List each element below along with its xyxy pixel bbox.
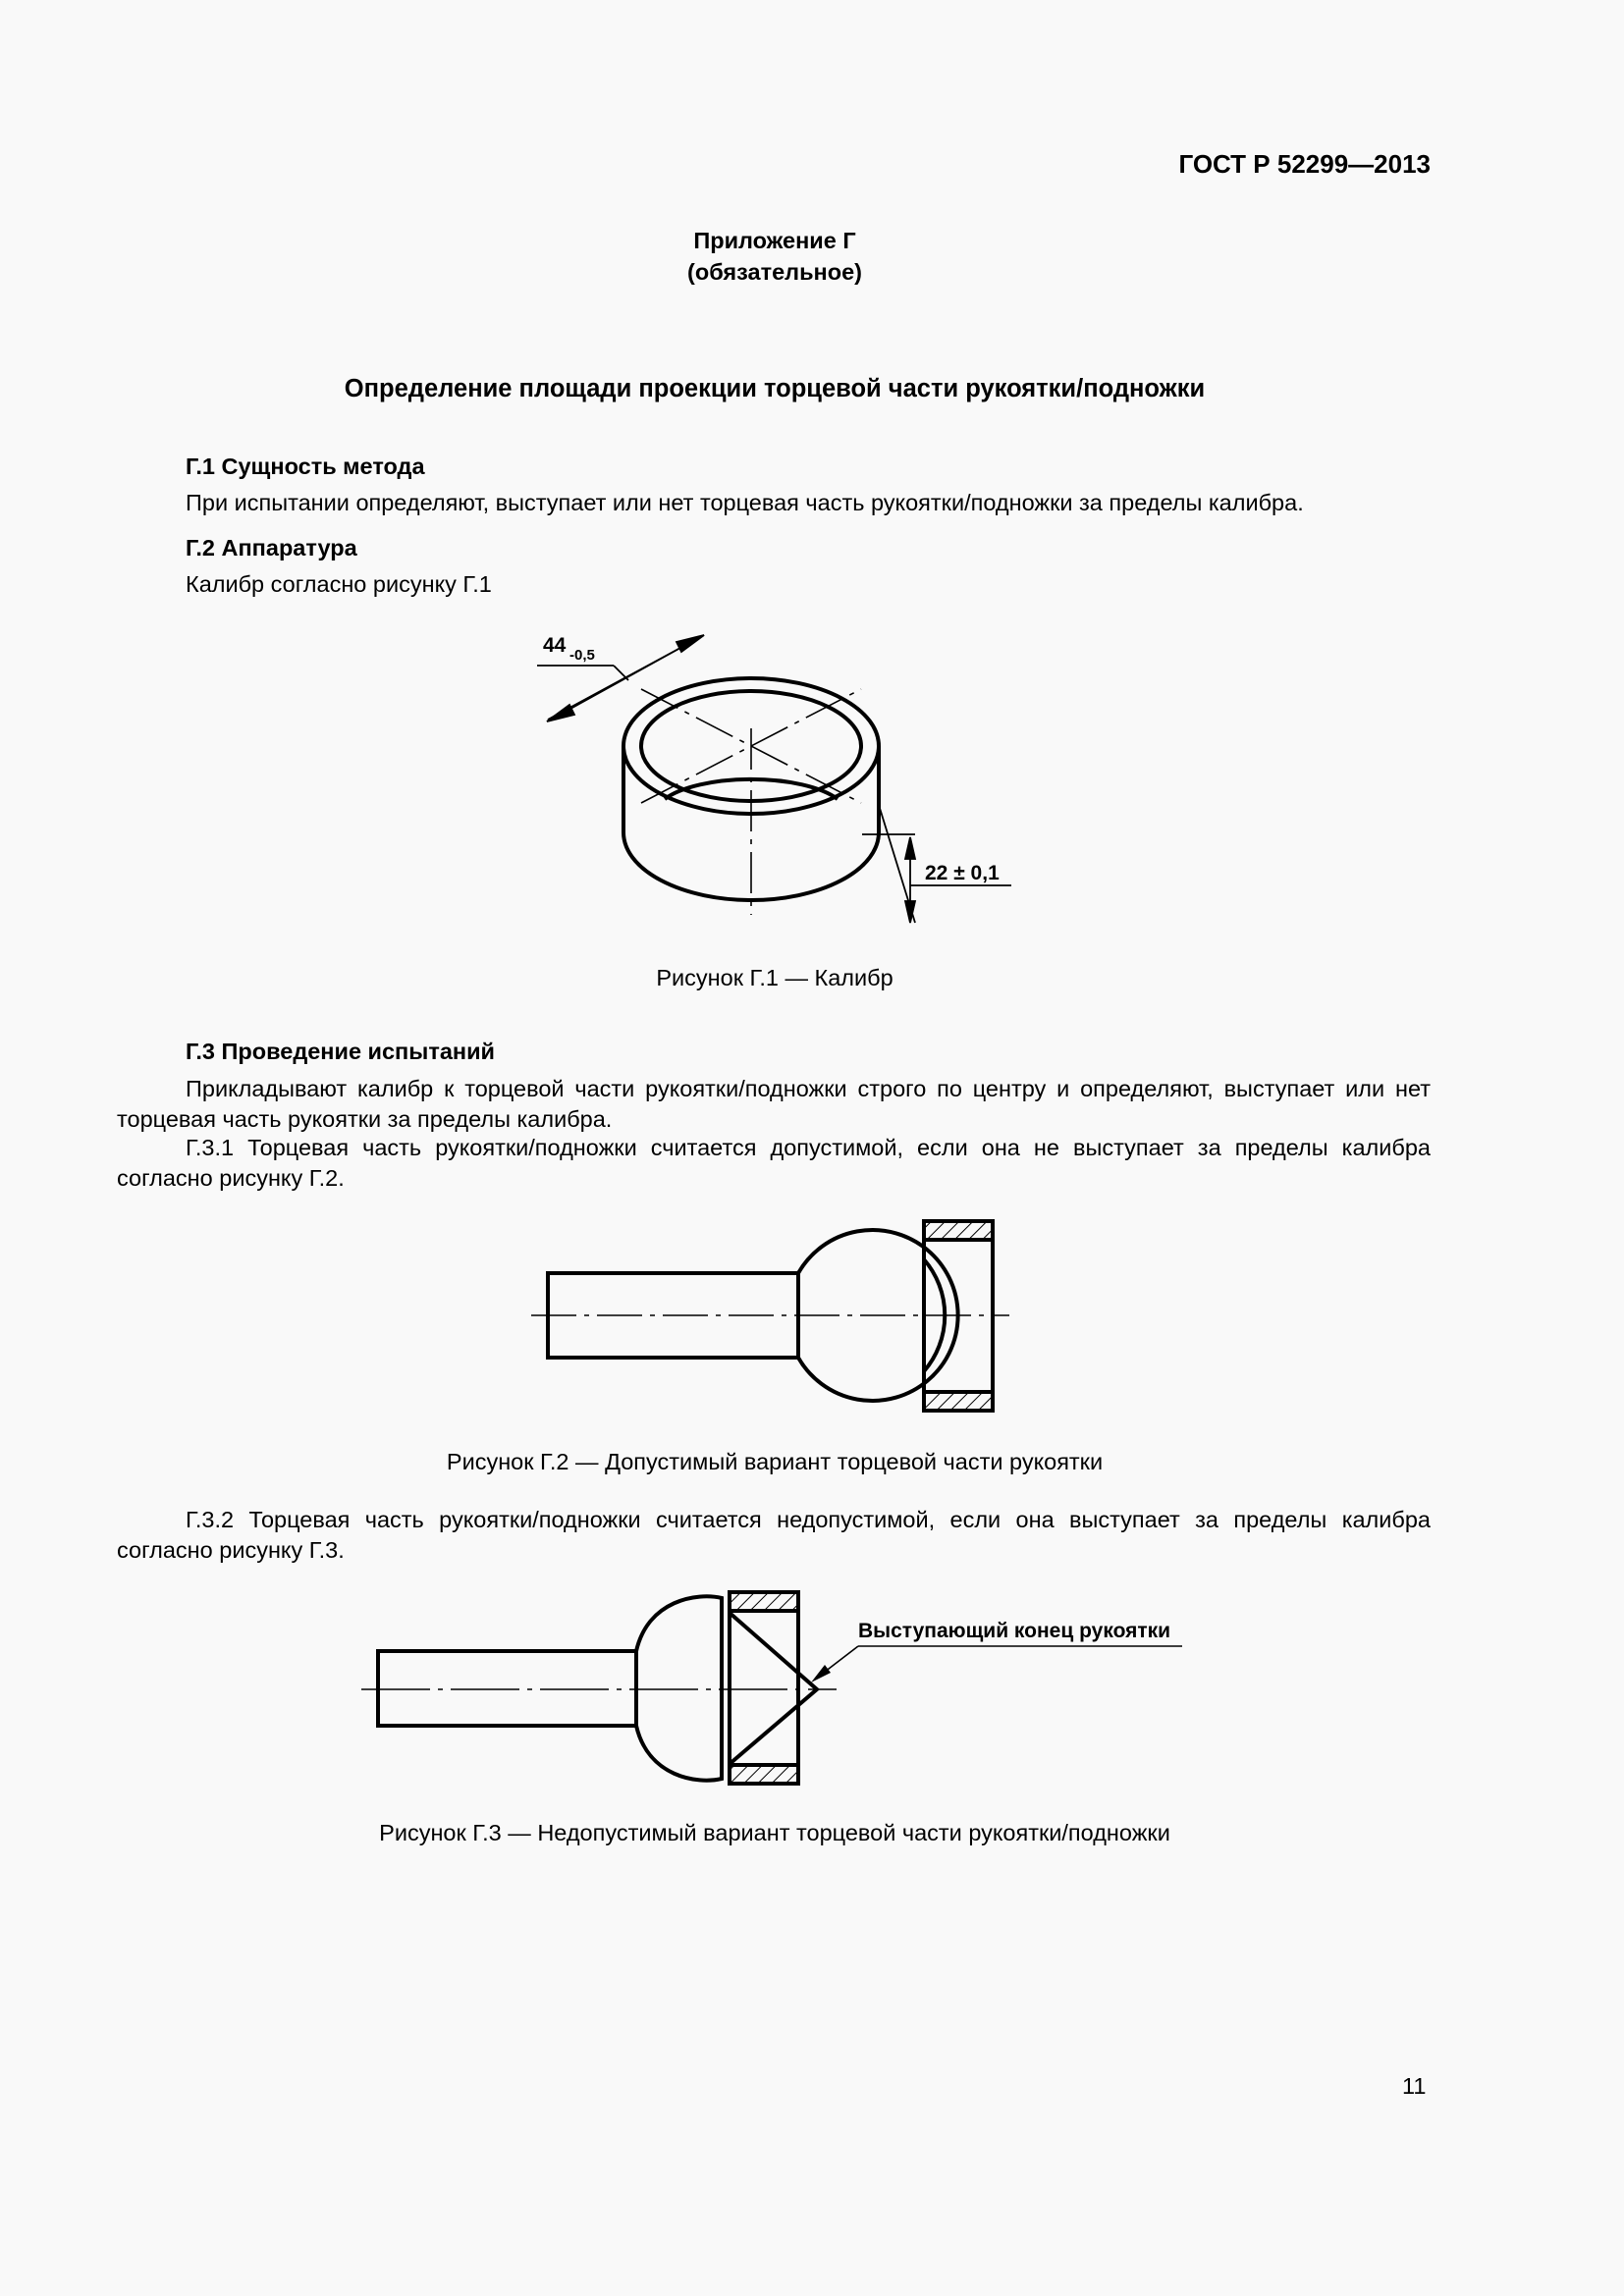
appendix-status: (обязательное)	[687, 259, 862, 285]
section-g3-paragraph-3: Г.3.2 Торцевая часть рукоятки/подножки считается недопустимой, если она выступает за пределы калибра согласно рисунку Г.3.	[117, 1507, 1431, 1563]
document-title: Определение площади проекции торцевой части рукоятки/подножки	[344, 375, 1206, 402]
callout-protruding-end: Выступающий конец рукоятки	[858, 1620, 1171, 1642]
appendix-title: Приложение Г	[693, 228, 856, 253]
section-g1-heading: Г.1 Сущность метода	[186, 454, 425, 479]
section-g2-text: Калибр согласно рисунку Г.1	[186, 571, 492, 597]
handle-ball	[636, 1596, 722, 1780]
handle-bar	[378, 1651, 636, 1726]
section-g3-paragraph-2: Г.3.1 Торцевая часть рукоятки/подножки считается допустимой, если она не выступает за пределы калибра согласно рисунку Г.2.	[117, 1135, 1431, 1191]
dim-diameter-nominal: 44	[543, 634, 567, 657]
figure-g2-caption: Рисунок Г.2 — Допустимый вариант торцевой части рукоятки	[446, 1449, 1104, 1474]
figure-g3-caption: Рисунок Г.3 — Недопустимый вариант торцевой части рукоятки/подножки	[379, 1820, 1170, 1845]
section-g1-text: При испытании определяют, выступает или нет торцевая часть рукоятки/подножки за пределы калибра.	[186, 490, 1304, 515]
dim-diameter-tolerance: -0,5	[569, 647, 595, 664]
section-g3-paragraph-1: Прикладывают калибр к торцевой части рукоятки/подножки строго по центру и определяют, выступает или нет торцевая часть рукоятки за пределы калибра.	[117, 1076, 1431, 1132]
section-g2-heading: Г.2 Аппаратура	[186, 535, 357, 561]
protruding-end	[730, 1613, 817, 1764]
standard-number: ГОСТ Р 52299—2013	[1178, 149, 1431, 179]
dim-height: 22 ± 0,1	[925, 862, 1000, 884]
section-g3-heading: Г.3 Проведение испытаний	[186, 1039, 495, 1064]
figure-g1-caption: Рисунок Г.1 — Калибр	[656, 965, 893, 990]
page-number: 11	[1402, 2073, 1427, 2099]
